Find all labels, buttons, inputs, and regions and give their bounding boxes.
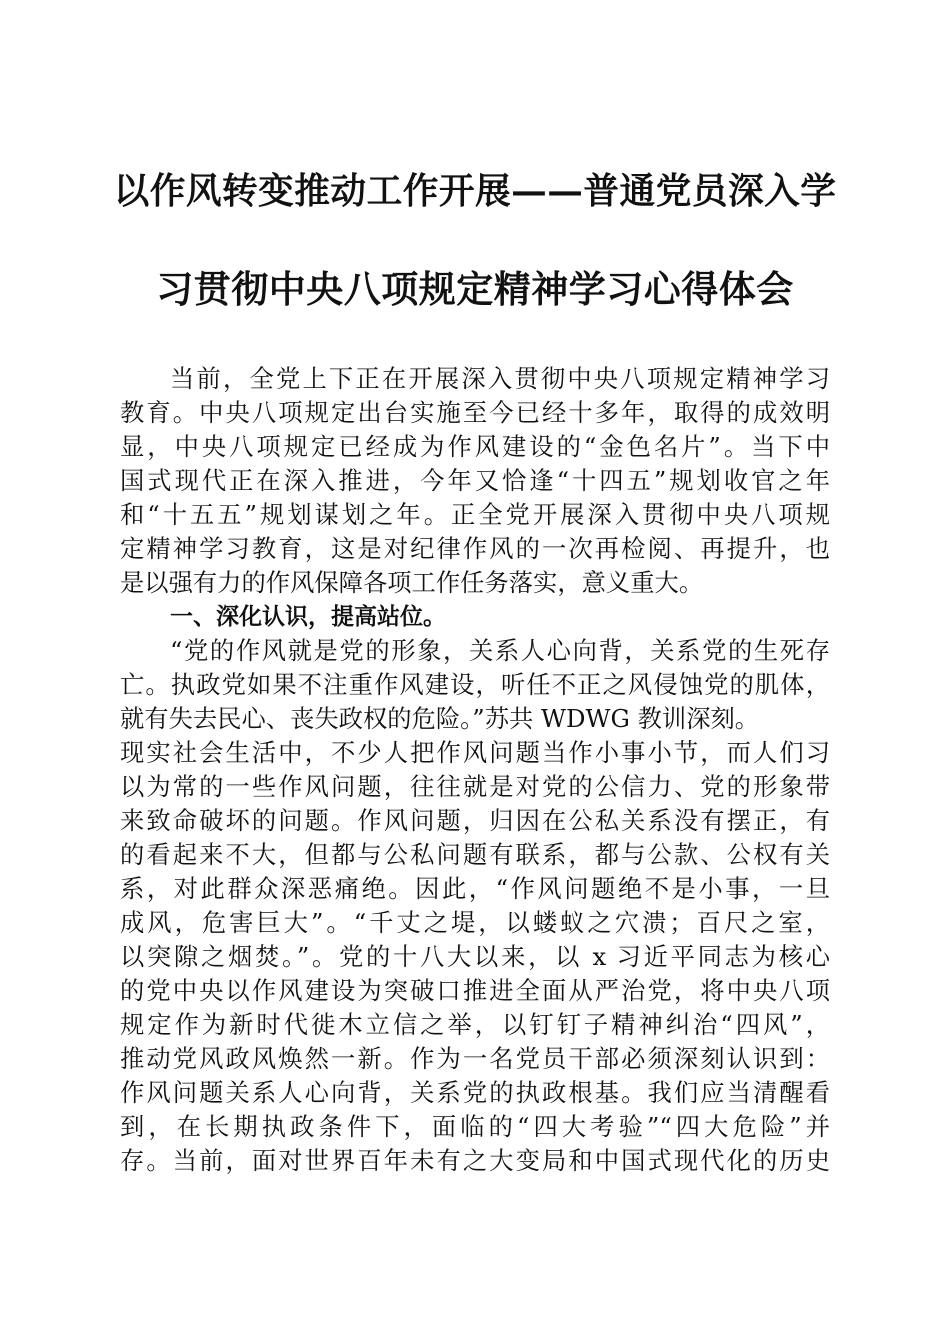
- paragraph-line: 和“十五五”规划谋划之年。正全党开展深入贯彻中央八项规: [120, 500, 830, 529]
- document-body: [120, 362, 830, 1178]
- paragraph-line: 成风，危害巨大”。“千丈之堤，以蝼蚁之穴溃；百尺之室，: [120, 908, 830, 937]
- paragraph-line: 以为常的一些作风问题，往往就是对党的公信力、党的形象带: [120, 772, 830, 801]
- paragraph-line: 现实社会生活中，不少人把作风问题当作小事小节，而人们习: [120, 738, 830, 767]
- paragraph-line: 作风问题关系人心向背，关系党的执政根基。我们应当清醒看: [120, 1078, 830, 1107]
- paragraph-line: 推动党风政风焕然一新。作为一名党员干部必须深刻认识到：: [120, 1044, 830, 1073]
- document-title-line-1: 以作风转变推动工作开展——普通党员深入学: [113, 171, 837, 212]
- paragraph-line: 当前，全党上下正在开展深入贯彻中央八项规定精神学习: [170, 364, 830, 393]
- paragraph-line: 系，对此群众深恶痛绝。因此，“作风问题绝不是小事，一旦: [120, 874, 830, 903]
- paragraph-line: 定精神学习教育，这是对纪律作风的一次再检阅、再提升，也: [120, 534, 830, 563]
- paragraph-line: 的党中央以作风建设为突破口推进全面从严治党，将中央八项: [120, 976, 830, 1005]
- paragraph-line: “党的作风就是党的形象，关系人心向背，关系党的生死存: [170, 636, 830, 665]
- paragraph-line: 以突隙之烟焚。”。党的十八大以来，以 x 习近平同志为核心: [120, 942, 830, 971]
- paragraph-line: 存。当前，面对世界百年未有之大变局和中国式现代化的历史: [120, 1146, 830, 1175]
- paragraph-line: 是以强有力的作风保障各项工作任务落实，意义重大。: [120, 568, 704, 597]
- document-title-line-2: 习贯彻中央八项规定精神学习心得体会: [156, 267, 794, 311]
- paragraph-line: 亡。执政党如果不注重作风建设，听任不正之风侵蚀党的肌体，: [120, 670, 830, 699]
- paragraph-line: 来致命破坏的问题。作风问题，归因在公私关系没有摆正，有: [120, 806, 830, 835]
- paragraph-line: 显，中央八项规定已经成为作风建设的“金色名片”。当下中: [120, 432, 830, 461]
- section-heading: 一、深化认识，提高站位。: [170, 604, 446, 630]
- paragraph-line: 就有失去民心、丧失政权的危险。”苏共 WDWG 教训深刻。: [120, 704, 760, 733]
- paragraph-line: 规定作为新时代徙木立信之举，以钉钉子精神纠治“四风”，: [120, 1010, 830, 1039]
- paragraph-line: 教育。中央八项规定出台实施至今已经十多年，取得的成效明: [120, 398, 830, 427]
- paragraph-line: 的看起来不大，但都与公私问题有联系，都与公款、公权有关: [120, 840, 830, 869]
- paragraph-line: 到，在长期执政条件下，面临的“四大考验”“四大危险”并: [120, 1112, 830, 1141]
- paragraph-line: 国式现代正在深入推进，今年又恰逢“十四五”规划收官之年: [120, 466, 830, 495]
